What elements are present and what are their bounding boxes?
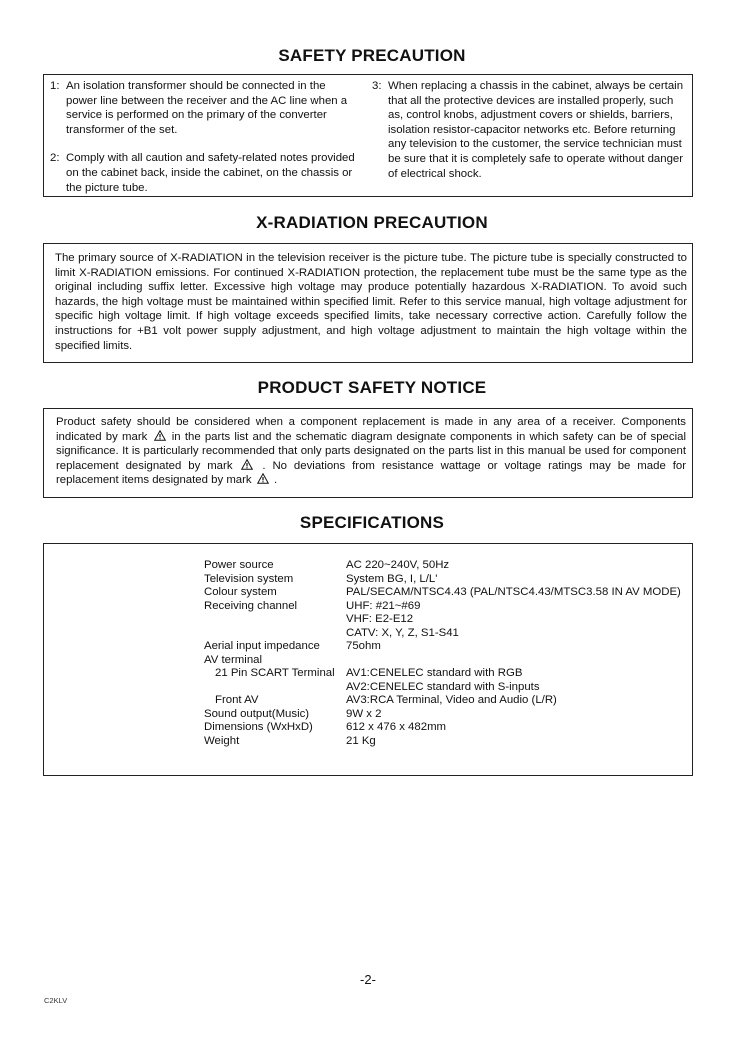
page-number: -2-	[360, 972, 376, 987]
spec-row	[204, 639, 684, 653]
spec-value: PAL/SECAM/NTSC4.43 (PAL/NTSC4.43/MTSC3.58 IN AV MODE)	[346, 586, 681, 598]
safety-left-column	[50, 79, 356, 195]
spec-value: UHF: #21~#69	[346, 599, 421, 612]
spec-value: 612 x 476 x 482mm	[346, 721, 447, 733]
product-safety-heading: PRODUCT SAFETY NOTICE	[257, 378, 487, 397]
spec-row	[204, 734, 684, 748]
spec-row	[204, 572, 684, 586]
product-safety-text-part-1: Product safety should be considered when a component replacement is made in any area of a receiver. Components indicated by mark	[56, 416, 686, 443]
spec-label: Power source	[204, 559, 274, 571]
safety-item-3-number: 3:	[372, 80, 382, 92]
safety-item-1	[50, 79, 356, 137]
spec-label: 21 Pin SCART Terminal	[215, 667, 335, 679]
spec-row	[204, 680, 684, 694]
warning-triangle-icon	[241, 459, 253, 470]
product-safety-box	[43, 408, 693, 498]
product-safety-text-part-2: in the parts list and the schematic diagram designate components in which safety can be of special significance. It is particularly recommended that only parts designated on the parts list in this manual be used for component replacement designated by mark	[56, 430, 686, 472]
product-safety-text-part-3: . No deviations from resistance wattage or voltage ratings may be made for replacement items designated by mark	[56, 459, 686, 487]
spec-row	[204, 720, 684, 734]
spec-label: Front AV	[215, 694, 259, 706]
spec-row	[204, 599, 684, 613]
spec-label: Dimensions (WxHxD)	[204, 721, 313, 733]
safety-right-column	[372, 79, 690, 181]
spec-row	[204, 653, 684, 667]
x-radiation-heading: X-RADIATION PRECAUTION	[256, 213, 488, 232]
warning-triangle-icon	[257, 473, 269, 484]
spec-value: AV1:CENELEC standard with RGB	[346, 667, 523, 679]
specifications-box	[43, 543, 693, 776]
safety-precaution-box	[43, 74, 693, 197]
safety-item-1-text: An isolation transformer should be connected in the power line between the receiver and the AC line when a service is performed on the primary of the converter transformer of the set.	[66, 80, 348, 136]
spec-label: Receiving channel	[204, 599, 298, 612]
spec-value: 21 Kg	[346, 734, 376, 747]
spec-value: AV3:RCA Terminal, Video and Audio (L/R)	[346, 694, 557, 706]
document-code: C2KLV	[44, 996, 68, 1005]
spec-label: Television system	[204, 572, 294, 585]
spec-row	[204, 558, 684, 572]
spec-label: AV terminal	[204, 653, 263, 666]
spec-value: VHF: E2-E12	[346, 613, 414, 625]
spec-value: CATV: X, Y, Z, S1-S41	[346, 626, 459, 639]
spec-row	[204, 707, 684, 721]
warning-triangle-icon	[154, 430, 166, 441]
spec-value: AV2:CENELEC standard with S-inputs	[346, 680, 540, 693]
spec-row	[204, 693, 684, 707]
spec-label: Colour system	[204, 586, 277, 598]
safety-item-1-number: 1:	[50, 80, 60, 92]
product-safety-text	[56, 415, 686, 488]
spec-label: Aerial input impedance	[204, 640, 320, 652]
spec-value: 75ohm	[346, 640, 381, 652]
x-radiation-text: The primary source of X-RADIATION in the television receiver is the picture tube. The picture tube is specially constructed to limit X-RADIATION emissions. For continued X-RADIATION protection, the replacement tube must be the same type as the original including suffix letter. Excessive high voltage may produce potentially hazardous X-RADIATION. To avoid such hazards, the high voltage must be maintained within specified limit. Refer to this service manual, high voltage adjustment for specific high voltage limit. If high voltage exceeds specified limits, take necessary corrective action. Carefully follow the instructions for +B1 volt power supply adjustment, and high voltage adjustment to maintain the high voltage within the specified limits.	[55, 252, 687, 352]
spec-label: Sound output(Music)	[204, 707, 310, 720]
spec-row	[204, 612, 684, 626]
spec-value: System BG, I, L/L'	[346, 572, 438, 585]
safety-item-2-text: Comply with all caution and safety-related notes provided on the cabinet back, inside the cabinet, on the chassis or the picture tube.	[66, 152, 355, 194]
spec-label: Weight	[204, 734, 240, 747]
spec-row	[204, 626, 684, 640]
safety-item-3-text: When replacing a chassis in the cabinet, always be certain that all the protective devices are installed properly, such as, control knobs, adjustment covers or shields, barriers, isolation resistor-capacitor networks etc. Before returning any television to the customer, the service technician must be sure that it is completely safe to operate without danger of electrical shock.	[388, 80, 684, 180]
spec-row	[204, 585, 684, 599]
spec-value: AC 220~240V, 50Hz	[346, 559, 450, 571]
spec-row	[204, 666, 684, 680]
safety-precaution-heading: SAFETY PRECAUTION	[278, 46, 466, 65]
spec-value: 9W x 2	[346, 707, 382, 720]
safety-item-2-number: 2:	[50, 152, 60, 165]
safety-item-3	[372, 79, 690, 181]
x-radiation-box	[43, 243, 693, 363]
specifications-heading: SPECIFICATIONS	[299, 513, 445, 532]
product-safety-text-part-4: .	[273, 474, 278, 487]
safety-item-2	[50, 151, 356, 195]
